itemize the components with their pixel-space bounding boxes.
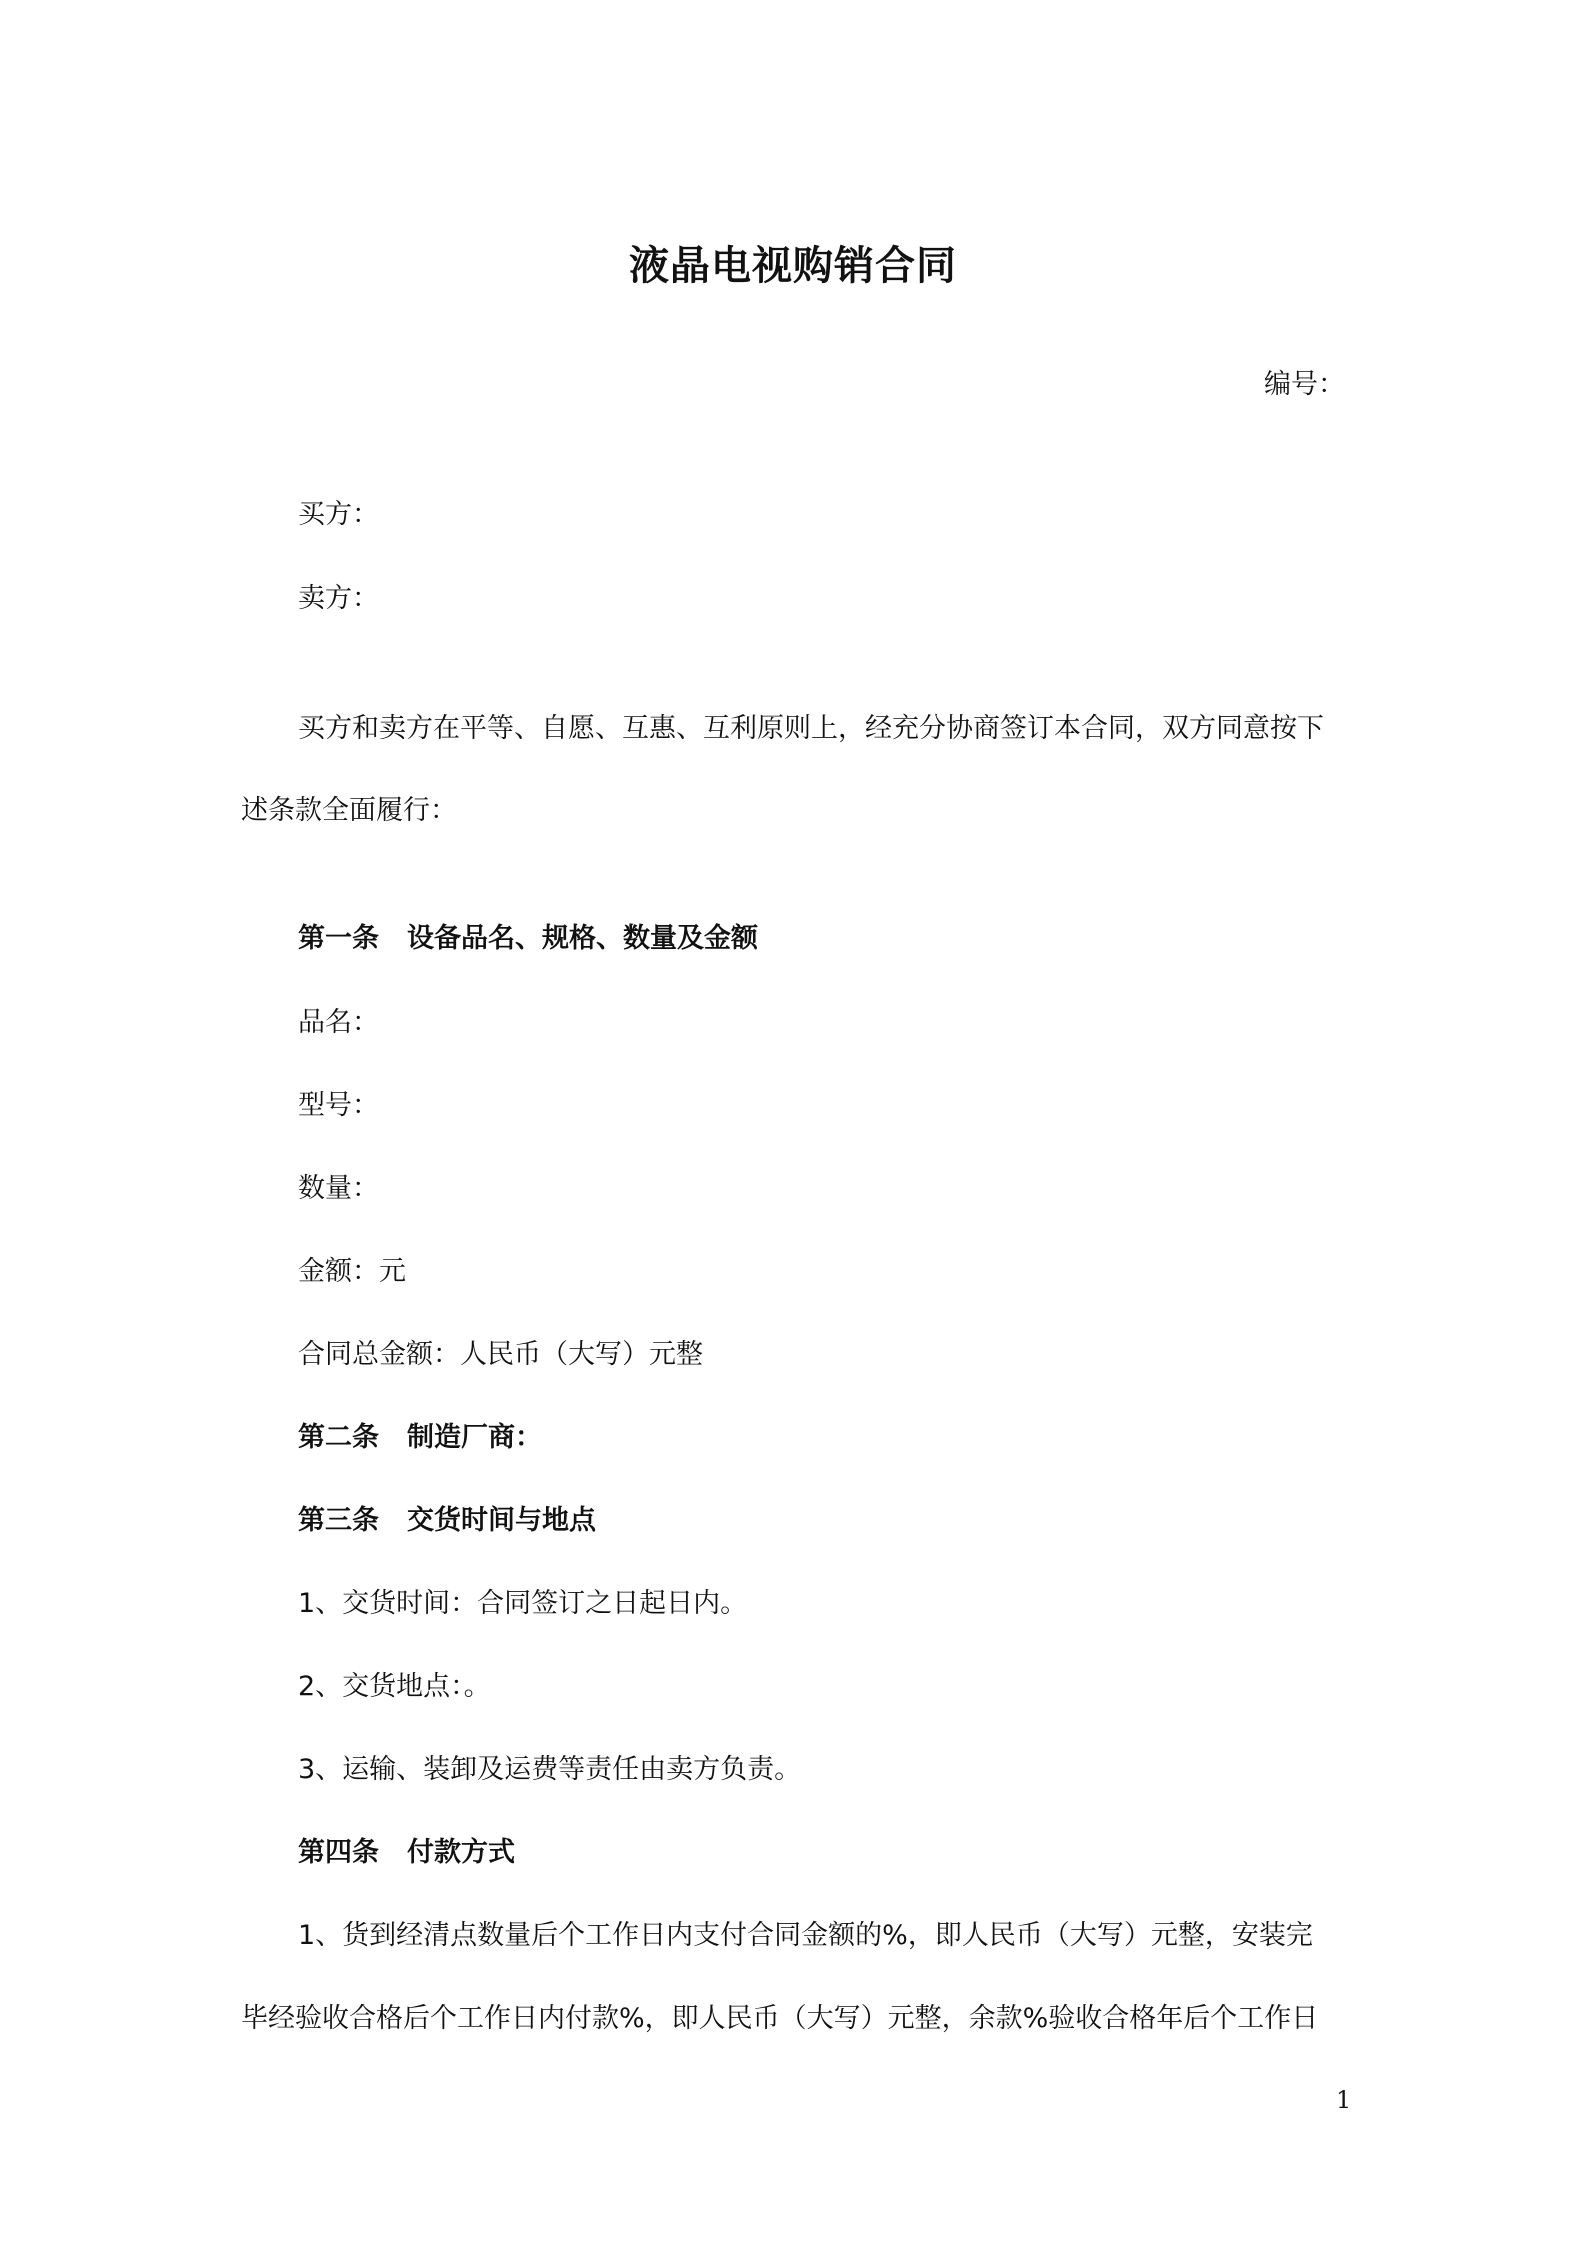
article-2-label: 第二条 xyxy=(298,1422,379,1453)
amount-field: 金额：元 xyxy=(298,1256,406,1287)
buyer-label: 买方： xyxy=(298,499,379,530)
article-4-heading xyxy=(298,1830,515,1869)
payment-item-line-2: 毕经验收合格后个工作日内付款%，即人民币（大写）元整，余款%验收合格年后个工作日 xyxy=(241,2003,1319,2034)
page-number: 1 xyxy=(1336,2086,1352,2114)
article-1-title: 设备品名、规格、数量及金额 xyxy=(407,923,758,954)
article-4-title: 付款方式 xyxy=(407,1837,515,1868)
article-1-heading xyxy=(298,916,758,955)
article-3-label: 第三条 xyxy=(298,1505,379,1536)
seller-label: 卖方： xyxy=(298,583,379,614)
delivery-time-item: 1、交货时间：合同签订之日起日内。 xyxy=(298,1588,748,1619)
product-name-field: 品名： xyxy=(298,1007,379,1038)
quantity-field: 数量： xyxy=(298,1173,379,1204)
transport-item: 3、运输、装卸及运费等责任由卖方负责。 xyxy=(298,1754,802,1785)
model-field: 型号： xyxy=(298,1090,379,1121)
article-2-title: 制造厂商： xyxy=(407,1422,542,1453)
article-4-label: 第四条 xyxy=(298,1837,379,1868)
preamble-line-2: 述条款全面履行： xyxy=(241,795,457,826)
article-2-heading xyxy=(298,1415,542,1454)
article-1-label: 第一条 xyxy=(298,923,379,954)
preamble-line-1: 买方和卖方在平等、自愿、互惠、互利原则上，经充分协商签订本合同，双方同意按下 xyxy=(298,713,1324,744)
total-amount-field: 合同总金额：人民币（大写）元整 xyxy=(298,1339,703,1370)
article-3-title: 交货时间与地点 xyxy=(407,1505,596,1536)
payment-item-line-1: 1、货到经清点数量后个工作日内支付合同金额的%，即人民币（大写）元整，安装完 xyxy=(298,1920,1313,1951)
article-3-heading xyxy=(298,1498,596,1537)
delivery-place-item: 2、交货地点：。 xyxy=(298,1671,491,1702)
contract-number-label: 编号： xyxy=(1264,369,1345,400)
contract-title: 液晶电视购销合同 xyxy=(629,243,957,289)
